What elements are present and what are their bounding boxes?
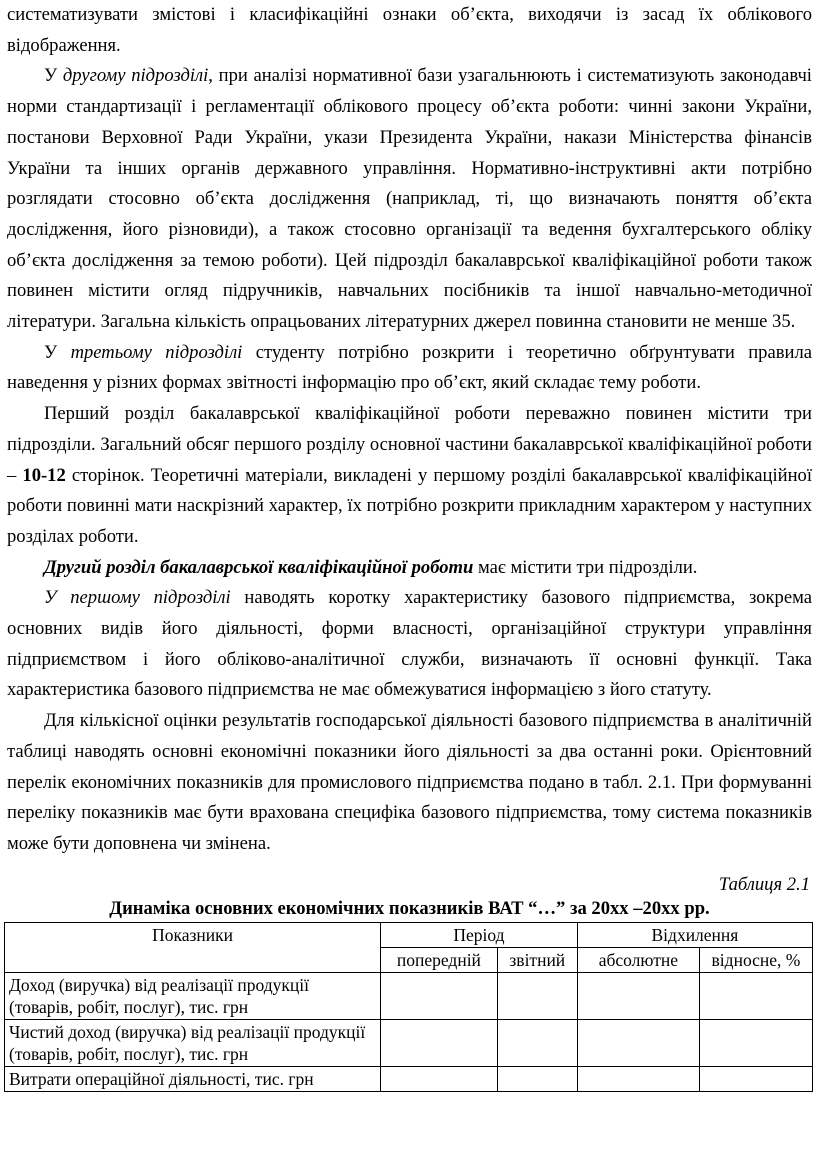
paragraph-3-text: студенту потрібно розкрити і теоретично обґрунтувати правила наведення у різних формах звітності інформацію про об’єкт, який складає тему роботи. [7, 341, 812, 394]
table-row [5, 1020, 813, 1067]
table-row [5, 1067, 813, 1092]
header-indicators: Показники [5, 923, 381, 973]
row-label: Чистий доход (виручка) від реалізації продукції (товарів, робіт, послуг), тис. грн [5, 1020, 381, 1067]
cell-reporting [497, 973, 577, 1020]
paragraph-2 [7, 61, 812, 337]
paragraph-4-text-a: Перший розділ бакалаврської кваліфікаційної роботи переважно повинен містити три підрозділи. Загальний обсяг першого розділу основної частини бакалаврської кваліфікаційної роботи – [7, 403, 812, 486]
header-absolute: абсолютне [577, 948, 699, 973]
paragraph-4-bold: 10-12 [22, 464, 66, 486]
paragraph-3-lead: У [44, 341, 71, 363]
paragraph-4 [7, 399, 812, 553]
paragraph-5-text: має містити три підрозділи. [473, 556, 698, 578]
paragraph-1: систематизувати змістові і класифікаційні ознаки об’єкта, виходячи із засад їх облікового відображення. [7, 4, 812, 56]
cell-absolute [577, 1067, 699, 1092]
cell-reporting [497, 1067, 577, 1092]
cell-absolute [577, 973, 699, 1020]
cell-previous [381, 1067, 498, 1092]
header-reporting: звітний [497, 948, 577, 973]
paragraph-5 [7, 553, 812, 584]
cell-previous [381, 973, 498, 1020]
cell-reporting [497, 1020, 577, 1067]
paragraph-2-italic: другому підрозділі [62, 65, 209, 87]
paragraph-7: Для кількісної оцінки результатів господарської діяльності базового підприємства в аналітичній таблиці наводять основні економічні показники його діяльності за два останні роки. Орієнтовний перелік економічних показників для промислового підприємства подано в табл. 2.1. При формуванні переліку показників має бути врахована специфіка базового підприємства, тому система показників може бути доповнена чи змінена. [7, 710, 812, 854]
paragraph-2-lead: У [44, 65, 63, 87]
header-previous: попередній [381, 948, 498, 973]
paragraph-6-italic: У першому підрозділі [44, 587, 231, 609]
cell-relative [699, 973, 812, 1020]
paragraph-6-text: наводять коротку характеристику базового підприємства, зокрема основних видів його діяльності, форми власності, організаційної структури управління підприємством і його обліково-аналітичної служби, визначають її основні функції. Така характеристика базового підприємства не має обмежуватися інформацією з його статуту. [7, 587, 812, 701]
cell-previous [381, 1020, 498, 1067]
table-title: Динаміка основних економічних показників ВАТ “…” за 20хх –20хх рр. [109, 898, 710, 920]
indicators-table [4, 922, 813, 1092]
header-deviation: Відхилення [577, 923, 812, 948]
cell-relative [699, 1067, 812, 1092]
paragraph-3 [7, 338, 812, 399]
row-label: Доход (виручка) від реалізації продукції (товарів, робіт, послуг), тис. грн [5, 973, 381, 1020]
paragraph-2-text: , при аналізі нормативної бази узагальнюють і систематизують законодавчі норми стандартизації і регламентації облікового процесу об’єкта роботи: чинні закони України, постанови Верховної Ради України, укази Президента України, накази Міністерства фінансів України та інших органів державного управління. Нормативно-інструктивні акти потрібно розглядати стосовно об’єкта дослідження (наприклад, ті, що визначають поняття об’єкта дослідження, його різновиди), а також стосовно організації та ведення бухгалтерського обліку об’єкта дослідження за темою роботи). Цей підрозділ бакалаврської кваліфікаційної роботи також повинен містити огляд підручників, навчальних посібників та іншої навчально-методичної літератури. Загальна кількість опрацьованих літературних джерел повинна становити не менше 35. [7, 65, 812, 333]
table-label: Таблиця 2.1 [718, 873, 810, 895]
header-relative: відносне, % [699, 948, 812, 973]
paragraph-3-italic: третьому підрозділі [70, 341, 243, 363]
header-period: Період [381, 923, 578, 948]
cell-absolute [577, 1020, 699, 1067]
cell-relative [699, 1020, 812, 1067]
paragraph-4-text-b: сторінок. Теоретичні матеріали, викладені у першому розділі бакалаврської кваліфікаційної роботи повинні мати наскрізний характер, їх потрібно розкрити прикладним характером у наступних розділах роботи. [7, 464, 812, 547]
table-row [5, 973, 813, 1020]
row-label: Витрати операційної діяльності, тис. грн [5, 1067, 381, 1092]
table-header-row [5, 923, 813, 948]
paragraph-6 [7, 583, 812, 706]
section-heading-inline: Другий розділ бакалаврської кваліфікаційної роботи [44, 556, 474, 578]
